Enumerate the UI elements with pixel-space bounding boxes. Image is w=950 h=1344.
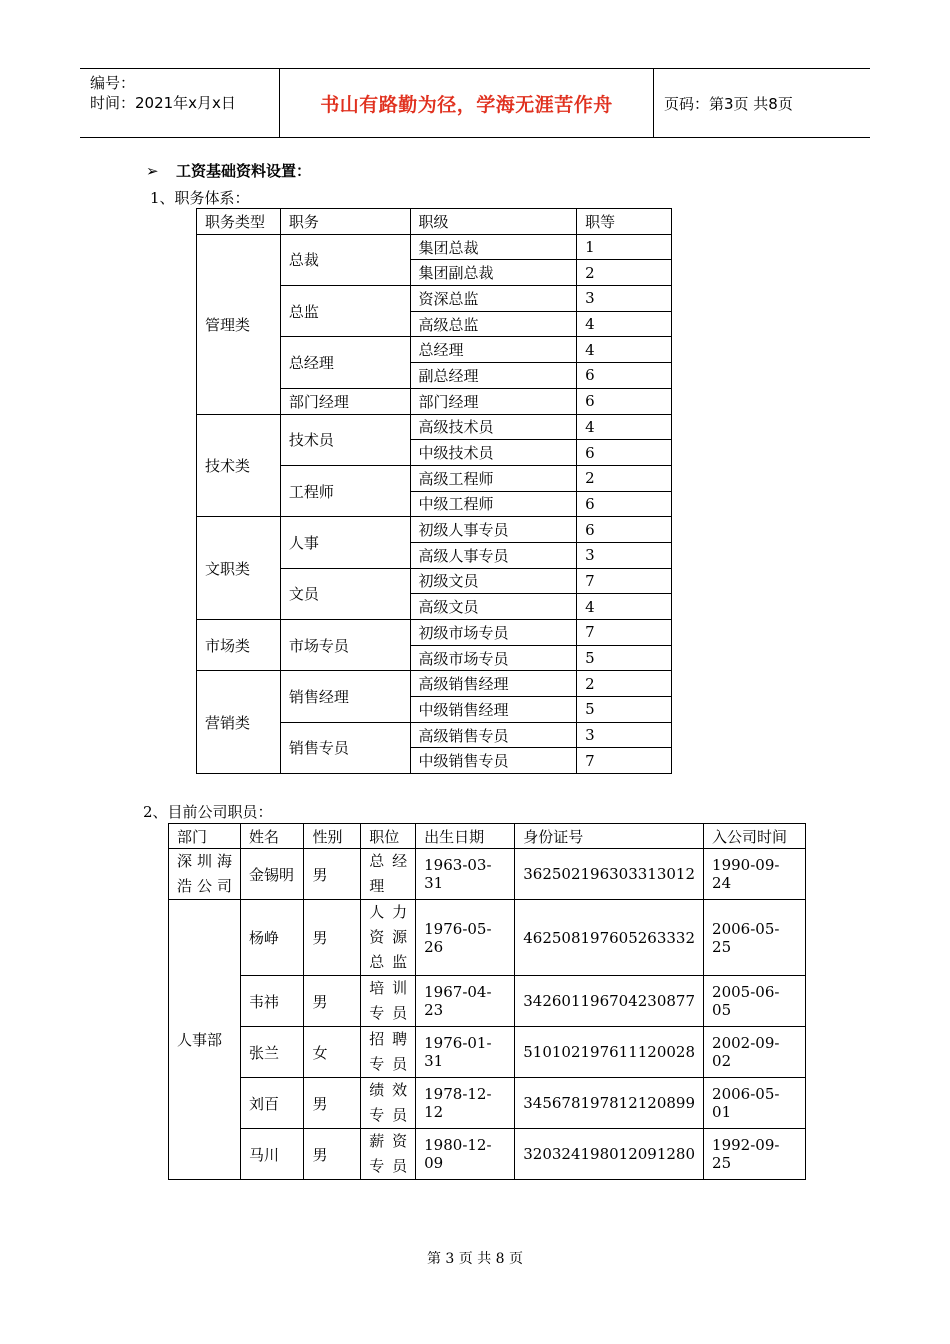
job-type-cell: 市场类 — [197, 620, 281, 671]
header-cell: 姓名 — [241, 824, 304, 849]
staff-table — [168, 823, 806, 1180]
job-grade-cell: 4 — [577, 594, 672, 620]
job-level-cell: 集团副总裁 — [410, 260, 577, 286]
job-level-cell: 高级市场专员 — [410, 645, 577, 671]
staff-join-cell: 2002-09-02 — [704, 1027, 806, 1078]
job-level-cell: 副总经理 — [410, 363, 577, 389]
table-row — [169, 849, 806, 900]
staff-birth-cell: 1976-01-31 — [416, 1027, 515, 1078]
job-level-cell: 高级销售专员 — [410, 722, 577, 748]
header-cell: 部门 — [169, 824, 241, 849]
job-grade-cell: 3 — [577, 286, 672, 312]
staff-birth-cell: 1978-12-12 — [416, 1078, 515, 1129]
staff-sex-cell: 男 — [304, 1129, 361, 1180]
job-grade-cell: 6 — [577, 491, 672, 517]
job-grade-cell: 4 — [577, 414, 672, 440]
table-header-row — [197, 209, 672, 235]
staff-name-cell: 杨峥 — [241, 900, 304, 976]
job-level-cell: 总经理 — [410, 337, 577, 363]
job-position-cell: 部门经理 — [280, 388, 410, 414]
staff-id-cell: 320324198012091280 — [515, 1129, 704, 1180]
job-position-cell: 工程师 — [280, 465, 410, 516]
job-system-table — [196, 208, 672, 774]
job-position-cell: 总裁 — [280, 234, 410, 285]
header-cell: 身份证号 — [515, 824, 704, 849]
staff-pos-cell: 绩效专员 — [361, 1078, 416, 1129]
dept-cell: 人事部 — [169, 900, 241, 1180]
header-cell: 职级 — [410, 209, 577, 235]
header-info — [80, 69, 280, 137]
job-level-cell: 初级文员 — [410, 568, 577, 594]
staff-pos-cell: 培训专员 — [361, 976, 416, 1027]
staff-join-cell: 2005-06-05 — [704, 976, 806, 1027]
time-label: 时间：2021年x月x日 — [90, 94, 236, 112]
staff-sex-cell: 男 — [304, 1078, 361, 1129]
table-row — [169, 976, 806, 1027]
job-grade-cell: 4 — [577, 337, 672, 363]
staff-id-cell: 462508197605263332 — [515, 900, 704, 976]
job-level-cell: 中级销售专员 — [410, 748, 577, 774]
job-grade-cell: 2 — [577, 465, 672, 491]
job-type-cell: 管理类 — [197, 234, 281, 414]
staff-id-cell: 342601196704230877 — [515, 976, 704, 1027]
job-level-cell: 高级文员 — [410, 594, 577, 620]
staff-name-cell: 金锡明 — [241, 849, 304, 900]
staff-join-cell: 1990-09-24 — [704, 849, 806, 900]
header-page-label: 页码：第3页 共8页 — [664, 94, 793, 113]
job-level-cell: 高级工程师 — [410, 465, 577, 491]
staff-name-cell: 马川 — [241, 1129, 304, 1180]
staff-pos-cell: 人力资源总监 — [361, 900, 416, 976]
number-label: 编号： — [90, 74, 136, 92]
staff-id-cell: 345678197812120899 — [515, 1078, 704, 1129]
staff-title: 2、目前公司职员： — [143, 803, 273, 821]
header-cell: 入公司时间 — [704, 824, 806, 849]
table-header-row — [169, 824, 806, 849]
staff-name-cell: 刘百 — [241, 1078, 304, 1129]
page-footer: 第 3 页 共 8 页 — [426, 1251, 524, 1267]
staff-join-cell: 1992-09-25 — [704, 1129, 806, 1180]
staff-pos-cell: 薪资专员 — [361, 1129, 416, 1180]
job-level-cell: 部门经理 — [410, 388, 577, 414]
job-grade-cell: 6 — [577, 388, 672, 414]
staff-name-cell: 韦祎 — [241, 976, 304, 1027]
job-level-cell: 中级技术员 — [410, 440, 577, 466]
staff-sex-cell: 男 — [304, 849, 361, 900]
job-level-cell: 初级人事专员 — [410, 517, 577, 543]
job-position-cell: 人事 — [280, 517, 410, 568]
staff-id-cell: 362502196303313012 — [515, 849, 704, 900]
header-motto: 书山有路勤为径，学海无涯苦作舟 — [280, 69, 654, 137]
job-grade-cell: 2 — [577, 260, 672, 286]
staff-join-cell: 2006-05-01 — [704, 1078, 806, 1129]
job-type-cell: 技术类 — [197, 414, 281, 517]
job-position-cell: 技术员 — [280, 414, 410, 465]
table-row — [197, 517, 672, 543]
job-position-cell: 文员 — [280, 568, 410, 619]
job-level-cell: 高级总监 — [410, 311, 577, 337]
job-grade-cell: 3 — [577, 542, 672, 568]
section-title — [146, 160, 311, 181]
job-grade-cell: 5 — [577, 645, 672, 671]
staff-sex-cell: 女 — [304, 1027, 361, 1078]
staff-join-cell: 2006-05-25 — [704, 900, 806, 976]
job-level-cell: 高级销售经理 — [410, 671, 577, 697]
job-grade-cell: 7 — [577, 568, 672, 594]
staff-birth-cell: 1980-12-09 — [416, 1129, 515, 1180]
job-grade-cell: 1 — [577, 234, 672, 260]
job-grade-cell: 6 — [577, 363, 672, 389]
staff-id-cell: 510102197611120028 — [515, 1027, 704, 1078]
arrow-bullet-icon: ➢ — [146, 162, 159, 180]
table-row — [169, 1078, 806, 1129]
job-grade-cell: 3 — [577, 722, 672, 748]
table-row — [197, 414, 672, 440]
table-row — [197, 620, 672, 646]
staff-birth-cell: 1976-05-26 — [416, 900, 515, 976]
job-level-cell: 中级工程师 — [410, 491, 577, 517]
job-position-cell: 销售专员 — [280, 722, 410, 773]
job-grade-cell: 6 — [577, 440, 672, 466]
job-level-cell: 集团总裁 — [410, 234, 577, 260]
job-type-cell: 文职类 — [197, 517, 281, 620]
job-level-cell: 中级销售经理 — [410, 697, 577, 723]
table-row — [197, 234, 672, 260]
job-grade-cell: 7 — [577, 620, 672, 646]
table-row — [169, 1129, 806, 1180]
job-grade-cell: 7 — [577, 748, 672, 774]
job-level-cell: 资深总监 — [410, 286, 577, 312]
staff-pos-cell: 招聘专员 — [361, 1027, 416, 1078]
staff-sex-cell: 男 — [304, 976, 361, 1027]
job-position-cell: 销售经理 — [280, 671, 410, 722]
job-type-cell: 营销类 — [197, 671, 281, 774]
staff-pos-cell: 总经理 — [361, 849, 416, 900]
table-row — [169, 1027, 806, 1078]
job-level-cell: 高级技术员 — [410, 414, 577, 440]
job-grade-cell: 5 — [577, 697, 672, 723]
job-level-cell: 高级人事专员 — [410, 542, 577, 568]
job-position-cell: 总监 — [280, 286, 410, 337]
header-cell: 职位 — [361, 824, 416, 849]
dept-cell: 深圳海浩公司 — [169, 849, 241, 900]
job-level-cell: 初级市场专员 — [410, 620, 577, 646]
job-grade-cell: 6 — [577, 517, 672, 543]
header-cell: 职务类型 — [197, 209, 281, 235]
header-cell: 性别 — [304, 824, 361, 849]
page-header — [80, 68, 870, 138]
job-position-cell: 市场专员 — [280, 620, 410, 671]
header-cell: 职务 — [280, 209, 410, 235]
table-row — [169, 900, 806, 976]
job-position-cell: 总经理 — [280, 337, 410, 388]
header-cell: 职等 — [577, 209, 672, 235]
table-row — [197, 671, 672, 697]
job-grade-cell: 4 — [577, 311, 672, 337]
job-grade-cell: 2 — [577, 671, 672, 697]
staff-sex-cell: 男 — [304, 900, 361, 976]
staff-birth-cell: 1967-04-23 — [416, 976, 515, 1027]
staff-name-cell: 张兰 — [241, 1027, 304, 1078]
section-title-text: 工资基础资料设置： — [176, 162, 312, 180]
staff-birth-cell: 1963-03-31 — [416, 849, 515, 900]
header-cell: 出生日期 — [416, 824, 515, 849]
job-system-title: 1、职务体系： — [150, 189, 250, 207]
